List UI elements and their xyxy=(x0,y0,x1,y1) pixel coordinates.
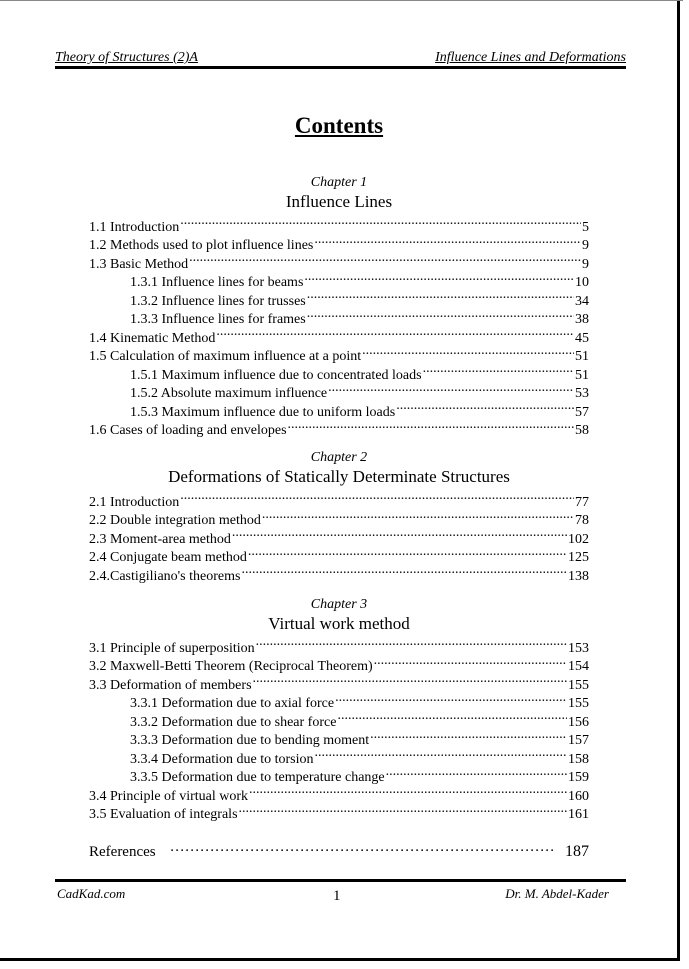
toc-entry-page: 45 xyxy=(575,330,589,346)
toc-entry-label: 1.3 Basic Method xyxy=(89,256,189,272)
chapter-3-toc xyxy=(89,633,589,822)
chapter-3-heading xyxy=(0,596,678,634)
toc-entry-page: 161 xyxy=(568,807,589,822)
chapter-2-toc xyxy=(89,487,589,584)
toc-entry-page: 51 xyxy=(575,349,589,364)
toc-entry-page: 138 xyxy=(568,568,589,584)
toc-entry-label: 2.1 Introduction xyxy=(89,494,180,510)
dot-leader xyxy=(335,689,567,708)
dot-leader xyxy=(253,670,567,689)
toc-entry-label: 3.3.2 Deformation due to shear force xyxy=(130,714,337,730)
toc-entry-page: 77 xyxy=(575,494,589,510)
page-number: 1 xyxy=(333,888,341,904)
toc-entry-label: 2.4.Castigiliano's theorems xyxy=(89,568,241,584)
toc-entry[interactable] xyxy=(89,633,589,656)
dot-leader xyxy=(249,781,567,800)
page-edge xyxy=(0,0,683,1)
toc-entry-label: 3.3.1 Deformation due to axial force xyxy=(130,696,335,711)
dot-leader xyxy=(337,707,567,726)
toc-entry-label: 1.4 Kinematic Method xyxy=(89,330,216,346)
dot-leader xyxy=(232,524,567,543)
toc-entry-label: 3.2 Maxwell-Betti Theorem (Reciprocal Theorem) xyxy=(89,659,373,674)
dot-leader xyxy=(307,305,574,324)
header-rule xyxy=(55,66,626,69)
toc-entry-label: 2.2 Double integration method xyxy=(89,513,261,528)
toc-entry-label: 3.3.4 Deformation due to torsion xyxy=(130,751,314,767)
toc-entry-page: 58 xyxy=(575,423,589,438)
dot-leader xyxy=(170,836,555,856)
dot-leader xyxy=(180,212,581,231)
dot-leader xyxy=(239,800,567,819)
dot-leader xyxy=(262,506,574,525)
references-page: 187 xyxy=(565,843,589,860)
chapter-name: Virtual work method xyxy=(268,614,410,633)
toc-entry-label: 1.3.1 Influence lines for beams xyxy=(130,275,304,290)
toc-entry-label: 3.5 Evaluation of integrals xyxy=(89,807,238,822)
toc-entry-page: 10 xyxy=(575,275,589,290)
toc-entry-page: 154 xyxy=(568,659,589,674)
dot-leader xyxy=(328,379,574,398)
toc-entry[interactable] xyxy=(89,212,589,235)
running-header xyxy=(55,50,626,66)
toc-entry-label: 3.4 Principle of virtual work xyxy=(89,788,249,804)
toc-entry-page: 155 xyxy=(568,677,589,693)
chapter-number: Chapter 2 xyxy=(310,450,368,465)
toc-entry-page: 158 xyxy=(568,751,589,767)
toc-entry-page: 159 xyxy=(568,770,589,785)
toc-entry-label: 2.4 Conjugate beam method xyxy=(89,550,247,565)
dot-leader xyxy=(396,397,574,416)
header-left: Theory of Structures (2)A xyxy=(55,50,198,65)
chapter-1-toc xyxy=(89,212,589,438)
references-entry[interactable] xyxy=(89,836,589,861)
toc-entry-page: 9 xyxy=(582,238,589,253)
footer-rule xyxy=(55,879,626,882)
toc-entry-page: 51 xyxy=(575,367,589,383)
toc-entry-label: 1.5.2 Absolute maximum influence xyxy=(130,386,328,401)
dot-leader xyxy=(189,249,581,268)
toc-entry-label: 3.3.5 Deformation due to temperature change xyxy=(130,770,385,785)
footer-left: CadKad.com xyxy=(57,886,126,901)
dot-leader xyxy=(241,561,567,580)
toc-entry-page: 57 xyxy=(575,404,589,420)
dot-leader xyxy=(314,231,581,250)
dot-leader xyxy=(304,268,574,287)
chapter-name: Deformations of Statically Determinate Structures xyxy=(168,467,510,486)
dot-leader xyxy=(216,323,574,342)
toc-entry-label: 2.3 Moment-area method xyxy=(89,531,231,547)
toc-entry-label: 1.3.3 Influence lines for frames xyxy=(130,312,306,327)
chapter-2-heading xyxy=(0,449,678,487)
toc-entry-page: 153 xyxy=(568,640,589,656)
dot-leader xyxy=(315,744,567,763)
toc-entry-page: 5 xyxy=(582,219,589,235)
dot-leader xyxy=(386,763,567,782)
toc-entry-label: 1.6 Cases of loading and envelopes xyxy=(89,423,287,438)
dot-leader xyxy=(180,487,574,506)
toc-entry-page: 156 xyxy=(568,714,589,730)
dot-leader xyxy=(370,726,567,745)
toc-entry-label: 1.3.2 Influence lines for trusses xyxy=(130,293,306,309)
chapter-number: Chapter 3 xyxy=(310,597,368,612)
dot-leader xyxy=(374,652,567,671)
page-title: Contents xyxy=(294,113,384,138)
chapter-1-heading xyxy=(0,174,678,212)
toc-entry-label: 3.3.3 Deformation due to bending moment xyxy=(130,733,370,748)
references-label: References xyxy=(89,844,156,860)
toc-entry-label: 3.1 Principle of superposition xyxy=(89,640,255,656)
toc-entry-label: 3.3 Deformation of members xyxy=(89,677,252,693)
dot-leader xyxy=(362,342,574,361)
chapter-name: Influence Lines xyxy=(285,192,393,211)
dot-leader xyxy=(307,286,574,305)
header-right: Influence Lines and Deformations xyxy=(435,50,626,65)
toc-entry-page: 102 xyxy=(568,531,589,547)
toc-entry-page: 157 xyxy=(568,733,589,748)
footer-right: Dr. M. Abdel-Kader xyxy=(505,886,609,901)
toc-entry-label: 1.1 Introduction xyxy=(89,219,180,235)
toc-entry-label: 1.5 Calculation of maximum influence at a point xyxy=(89,349,362,364)
toc-entry-page: 160 xyxy=(568,788,589,804)
toc-entry-page: 53 xyxy=(575,386,589,401)
dot-leader xyxy=(288,416,574,435)
toc-entry-page: 78 xyxy=(575,513,589,528)
toc-entry-label: 1.5.3 Maximum influence due to uniform loads xyxy=(130,404,396,420)
toc-entry-page: 155 xyxy=(568,696,589,711)
chapter-number: Chapter 1 xyxy=(310,175,368,190)
toc-entry-page: 34 xyxy=(575,293,589,309)
toc-entry[interactable] xyxy=(89,487,589,510)
dot-leader xyxy=(256,633,567,652)
toc-entry-label: 1.5.1 Maximum influence due to concentrated loads xyxy=(130,367,422,383)
toc-entry-page: 9 xyxy=(582,256,589,272)
toc-entry-label: 1.2 Methods used to plot influence lines xyxy=(89,238,314,253)
toc-entry-page: 125 xyxy=(568,550,589,565)
toc-entry-page: 38 xyxy=(575,312,589,327)
dot-leader xyxy=(423,360,574,379)
dot-leader xyxy=(248,543,567,562)
